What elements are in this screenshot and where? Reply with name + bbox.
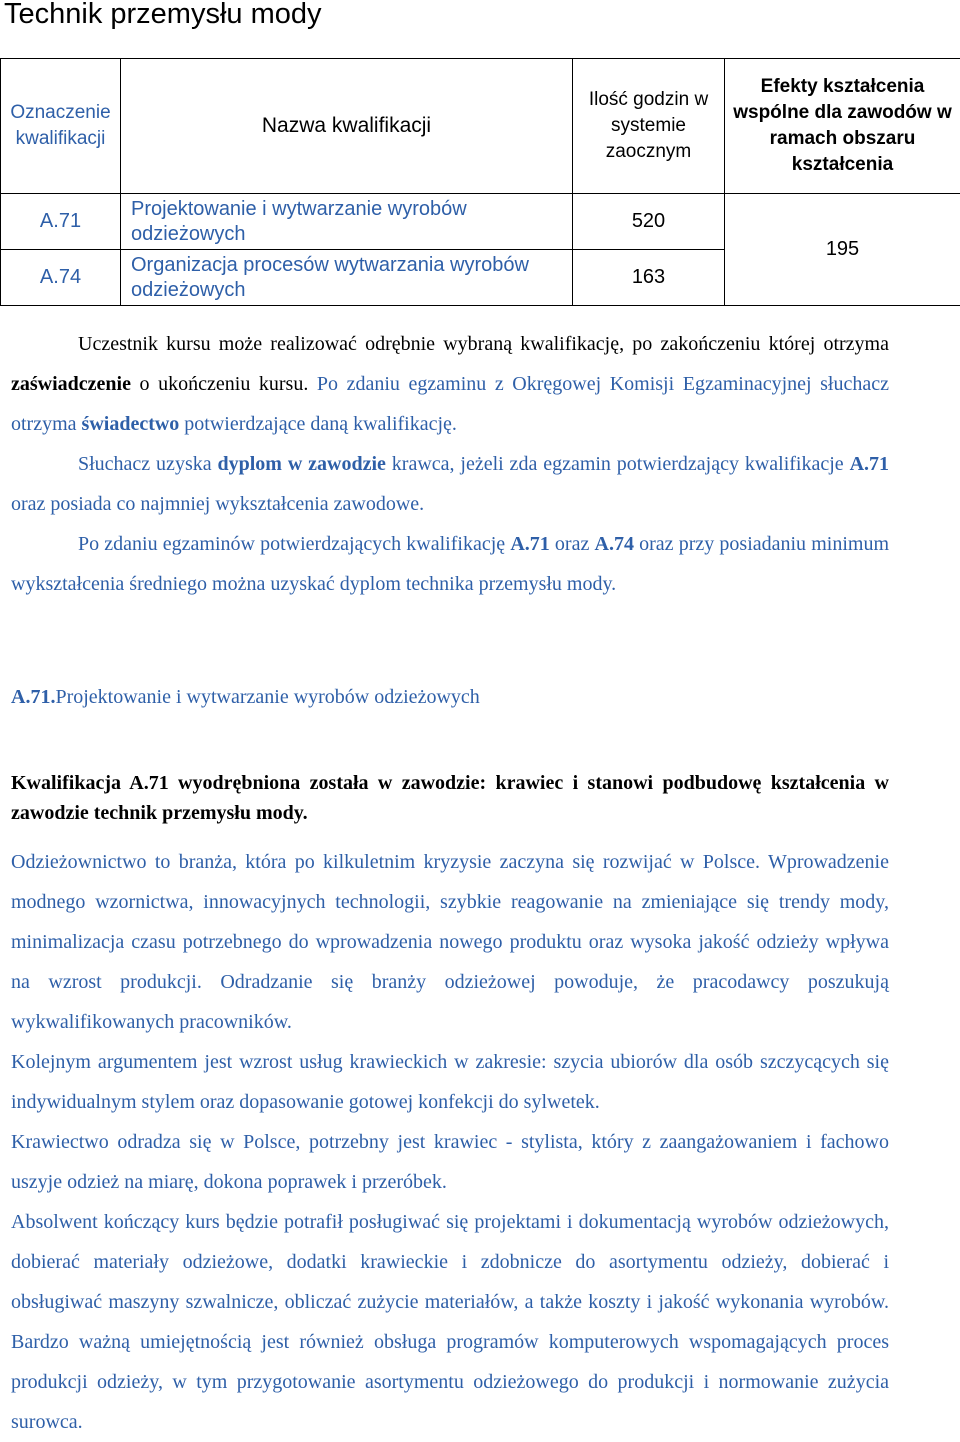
row-name: Projektowanie i wytwarzanie wyrobów odzieżowych [121, 194, 573, 250]
qualification-statement: Kwalifikacja A.71 wyodrębniona została w zawodzie: krawiec i stanowi podbudowę kształcenia w zawodzie technik przemysłu mody. [11, 768, 889, 828]
body-paragraph-3: Krawiectwo odradza się w Polsce, potrzebny jest krawiec - stylista, który z zaangażowaniem i fachowo uszyje odzież na miarę, dokona poprawek i przeróbek. [11, 1122, 889, 1202]
header-hours: Ilość godzin w systemie zaocznym [573, 59, 725, 194]
row-hours: 163 [573, 250, 725, 306]
header-name: Nazwa kwalifikacji [121, 59, 573, 194]
table-row [1, 194, 960, 250]
row-code: A.74 [1, 250, 121, 306]
row-name: Organizacja procesów wytwarzania wyrobów odzieżowych [121, 250, 573, 306]
body-paragraph-4: Absolwent kończący kurs będzie potrafił posługiwać się projektami i dokumentacją wyrobów odzieżowych, dobierać materiały odzieżowe, dodatki krawieckie i zdobnicze do asortymentu odzieży, dobierać i obsługiwać maszyny szwalnicze, obliczać zużycie materiałów, a także koszty i jakość wykonania wyrobów. Bardzo ważną umiejętnością jest również obsługa programów komputerowych wspomagających proces produkcji odzieży, w tym przygotowanie asortymentu odzieżowego do produkcji i normowanie zużycia surowca. [11, 1202, 889, 1442]
page-title: Technik przemysłu mody [4, 0, 322, 31]
header-effects: Efekty kształcenia wspólne dla zawodów w ramach obszaru kształcenia [725, 59, 960, 194]
body-paragraph-2: Kolejnym argumentem jest wzrost usług krawieckich w zakresie: szycia ubiorów dla osób szczycących się indywidualnym stylem oraz dopasowanie gotowej konfekcji do sylwetek. [11, 1042, 889, 1122]
header-code: Oznaczenie kwalifikacji [1, 59, 121, 194]
row-hours: 520 [573, 194, 725, 250]
intro-paragraph-1: Uczestnik kursu może realizować odrębnie wybraną kwalifikację, po zakończeniu której otrzyma zaświadczenie o ukończeniu kursu. Po zdaniu egzaminu z Okręgowej Komisji Egzaminacyjnej słuchacz otrzyma świadectwo potwierdzające daną kwalifikację. [11, 324, 889, 444]
intro-paragraph-3: Po zdaniu egzaminów potwierdzających kwalifikację A.71 oraz A.74 oraz przy posiadaniu minimum wykształcenia średniego można uzyskać dyplom technika przemysłu mody. [11, 524, 889, 604]
shared-effects-hours: 195 [725, 194, 960, 306]
intro-paragraph-2: Słuchacz uzyska dyplom w zawodzie krawca, jeżeli zda egzamin potwierdzający kwalifikacje A.71 oraz posiada co najmniej wykształcenia zawodowe. [11, 444, 889, 524]
section-heading: A.71.Projektowanie i wytwarzanie wyrobów odzieżowych [11, 686, 480, 709]
body-paragraph-1: Odzieżownictwo to branża, która po kilkuletnim kryzysie zaczyna się rozwijać w Polsce. Wprowadzenie modnego wzornictwa, innowacyjnych technologii, szybkie reagowanie na zmieniające się trendy mody, minimalizacja czasu potrzebnego do wprowadzenia nowego produktu oraz wysoka jakość odzieży wpływa na wzrost produkcji. Odradzanie się branży odzieżowej powoduje, że pracodawcy poszukują wykwalifikowanych pracowników. [11, 842, 889, 1042]
table-header-row [1, 59, 960, 194]
qualifications-table [0, 58, 960, 306]
row-code: A.71 [1, 194, 121, 250]
